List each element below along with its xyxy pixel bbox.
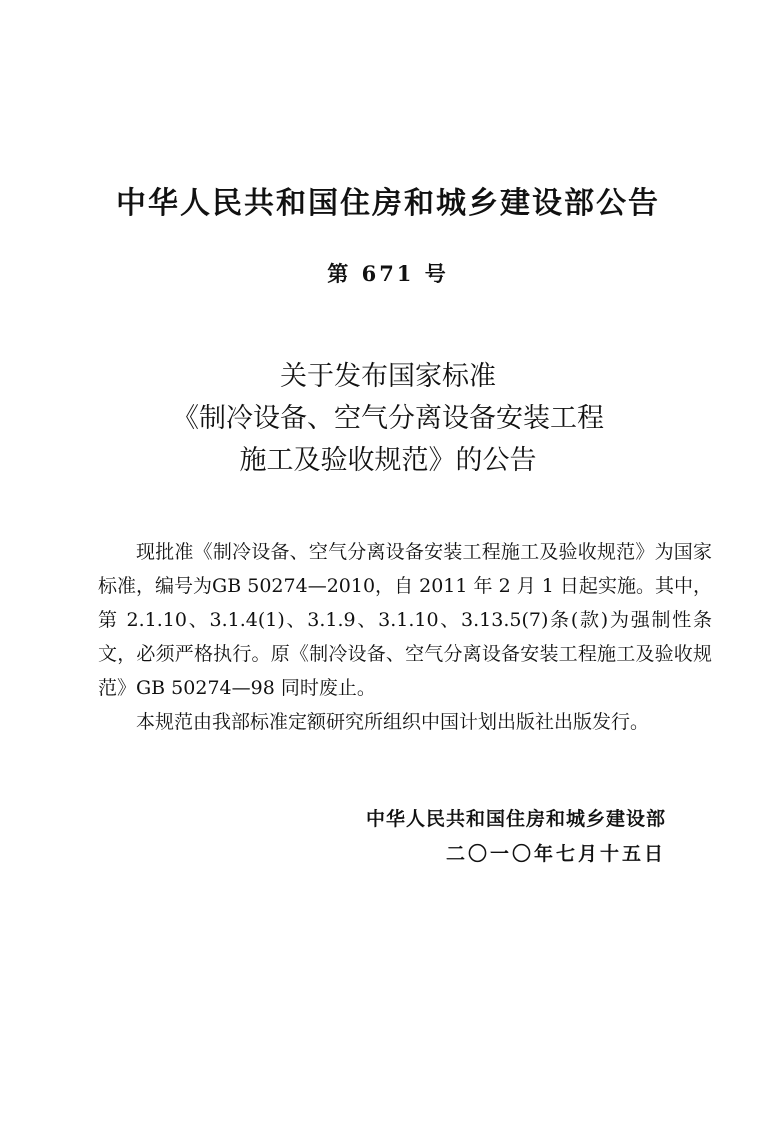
signature-organization: 中华人民共和国住房和城乡建设部 bbox=[365, 808, 666, 830]
signature-date: 二〇一〇年七月十五日 bbox=[445, 843, 666, 865]
body-paragraph-1: 现批准《制冷设备、空气分离设备安装工程施工及验收规范》为国家标准，编号为GB 50274—2010，自 2011 年 2 月 1 日起实施。其中，第 2.1.10、3.1.4(1)、3.1.9、3.1.10、3.13.5(7)条(款)为强制性条文，必须严格执行。原《制冷设备、空气分离设备安装工程施工及验收规范》GB 50274—98 同时废止。 bbox=[98, 541, 712, 699]
announcement-title: 中华人民共和国住房和城乡建设部公告 bbox=[116, 186, 660, 221]
announcement-number: 第 671 号 bbox=[327, 261, 449, 286]
body-paragraph-2: 本规范由我部标准定额研究所组织中国计划出版社出版发行。 bbox=[136, 711, 650, 733]
subject-line-1: 关于发布国家标准 bbox=[280, 361, 496, 392]
announcement-subject bbox=[0, 356, 776, 482]
subject-line-2: 《制冷设备、空气分离设备安装工程 bbox=[172, 403, 604, 434]
subject-line-3: 施工及验收规范》的公告 bbox=[239, 445, 537, 476]
announcement-body bbox=[98, 535, 712, 739]
